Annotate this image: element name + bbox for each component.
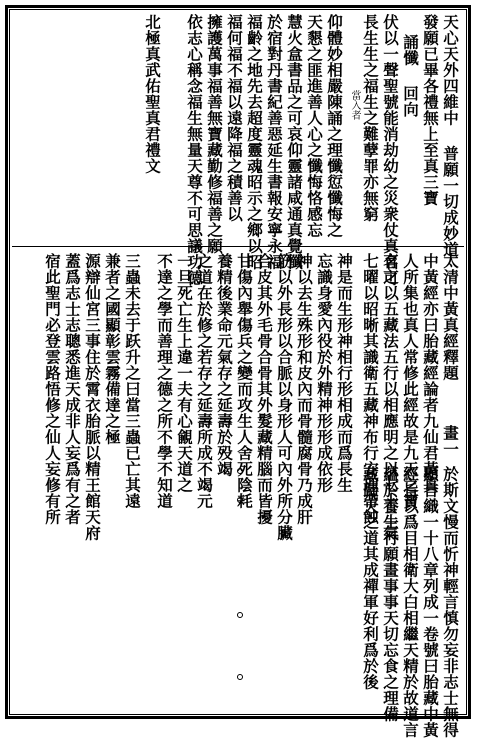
lower-column-16: 兼者之國顯彰雲霧備達之極 xyxy=(103,253,122,445)
upper-column-12: 擁護萬事福善無寶藏勤修福善之願 xyxy=(205,14,224,254)
upper-column-5: 長生生之福生之難孽罪亦無窮 xyxy=(361,14,380,222)
upper-column-6: 仰體妙相嚴陳誦之理懺愆懺悔之 xyxy=(325,14,344,238)
upper-column-10: 福齡之地先去超度靈魂昭示之鄉以昭 xyxy=(245,14,264,270)
lower-column-15: 三蟲未去于跃升之曰當三蟲已亡其遠 xyxy=(123,253,142,509)
lower-column-18: 蓋爲志士志聰悉進天成非人妄爲有之者 xyxy=(63,253,82,525)
upper-column-1: 天心天外四維中 普願一切成妙道 xyxy=(441,14,460,258)
lower-column-5: 神是而生形神相行形相成而爲長生 xyxy=(335,253,354,493)
lower-column-6: 忘識身愛內役於外精神形形成依形 xyxy=(315,253,334,493)
lower-column-1: 中黃經亦曰胎藏經論者九仙君黃真 xyxy=(421,253,440,493)
upper-column-8: 慧火盒書品之可哀仰靈諸咸通真覺懺 xyxy=(285,14,304,270)
lower-left-column-3: 經旨以爲目相衛大白相繼天精於故道言 xyxy=(401,466,420,738)
lower-left-column-2: 顯言織一十八章列成一卷號曰胎藏中黃 xyxy=(421,466,440,738)
lower-title: 太清中黃真經釋題 xyxy=(441,253,460,381)
lower-column-7: 神以去生殊形和皮內而骨髓腐骨乃成肝 xyxy=(295,253,314,525)
upper-column-11: 福何福不福以遠降福之積善以 xyxy=(225,14,244,222)
upper-column-9: 於宿對丹書紀善惡延生書報安寧永福 xyxy=(265,14,284,270)
marker-circle-3 xyxy=(237,612,243,618)
lower-left-column-5: 藏歸天之道其成禪軍好利爲於後 xyxy=(361,466,380,690)
upper-column-13: 依志心稱念福生無量天尊不可思議功德 xyxy=(185,14,204,286)
upper-column-3: 誦懺 回向 xyxy=(401,34,420,118)
lower-column-14: 不達之學而善理之德之所不學不知道 xyxy=(155,253,174,509)
upper-column-7: 天懇之匪進善人心之懺悔恪感忘 xyxy=(305,14,324,238)
lower-column-9: 合皮其外毛骨合骨其外髮藏精腦而皆擾 xyxy=(255,253,274,525)
upper-column-4: 伏以一聲聖號能消劫幼之災衆仗真名可 xyxy=(381,14,400,286)
lower-column-13: 一旦死亡生上違一夫有心覦天道之 xyxy=(175,253,194,493)
lower-column-3: 育之以五藏法五行以相應明之以七十二氣 xyxy=(381,253,400,541)
lower-column-19: 宿此聖門必登雲路悟修之仙人妄修有所 xyxy=(43,253,62,525)
lower-column-10: 甘傷內舉傷兵之變而攻生人舍死陰耗 xyxy=(235,253,254,509)
lower-column-12: 之道在於修之若存之延壽所成不竭元 xyxy=(195,253,214,509)
lower-left-column-4: 蘊於養生行願畫事事天切忘食之理備 xyxy=(381,466,400,722)
lower-column-8: 筋以外長形以合脈以身形人可內外所分臟 xyxy=(275,253,294,541)
lower-volume-mark: 畫一 xyxy=(441,425,460,457)
upper-column-2: 發願已畢各禮無上至真三寶 xyxy=(421,14,440,206)
lower-column-2: 人所集也真人常修此經故是九天之寶 xyxy=(401,253,420,509)
marker-circle-4 xyxy=(237,674,243,680)
upper-small-note: 當入者 xyxy=(349,90,360,120)
upper-column-14: 北極真武佑聖真君禮文 xyxy=(143,14,162,174)
lower-column-4: 七曜以昭晰其識衛五藏神布行安理帶蝕 xyxy=(361,253,380,525)
lower-left-column-1: 於斯文慢而忻神輕言慎勿妄非志士無得 xyxy=(441,466,460,738)
lower-column-11: 養精後業命元氣存之延壽於殁竭 xyxy=(215,253,234,477)
marker-circle-1 xyxy=(237,468,243,474)
marker-circle-2 xyxy=(237,497,243,503)
lower-column-17: 源辯仙宮三事住於霄衣胎脈以精王館天府 xyxy=(83,253,102,541)
